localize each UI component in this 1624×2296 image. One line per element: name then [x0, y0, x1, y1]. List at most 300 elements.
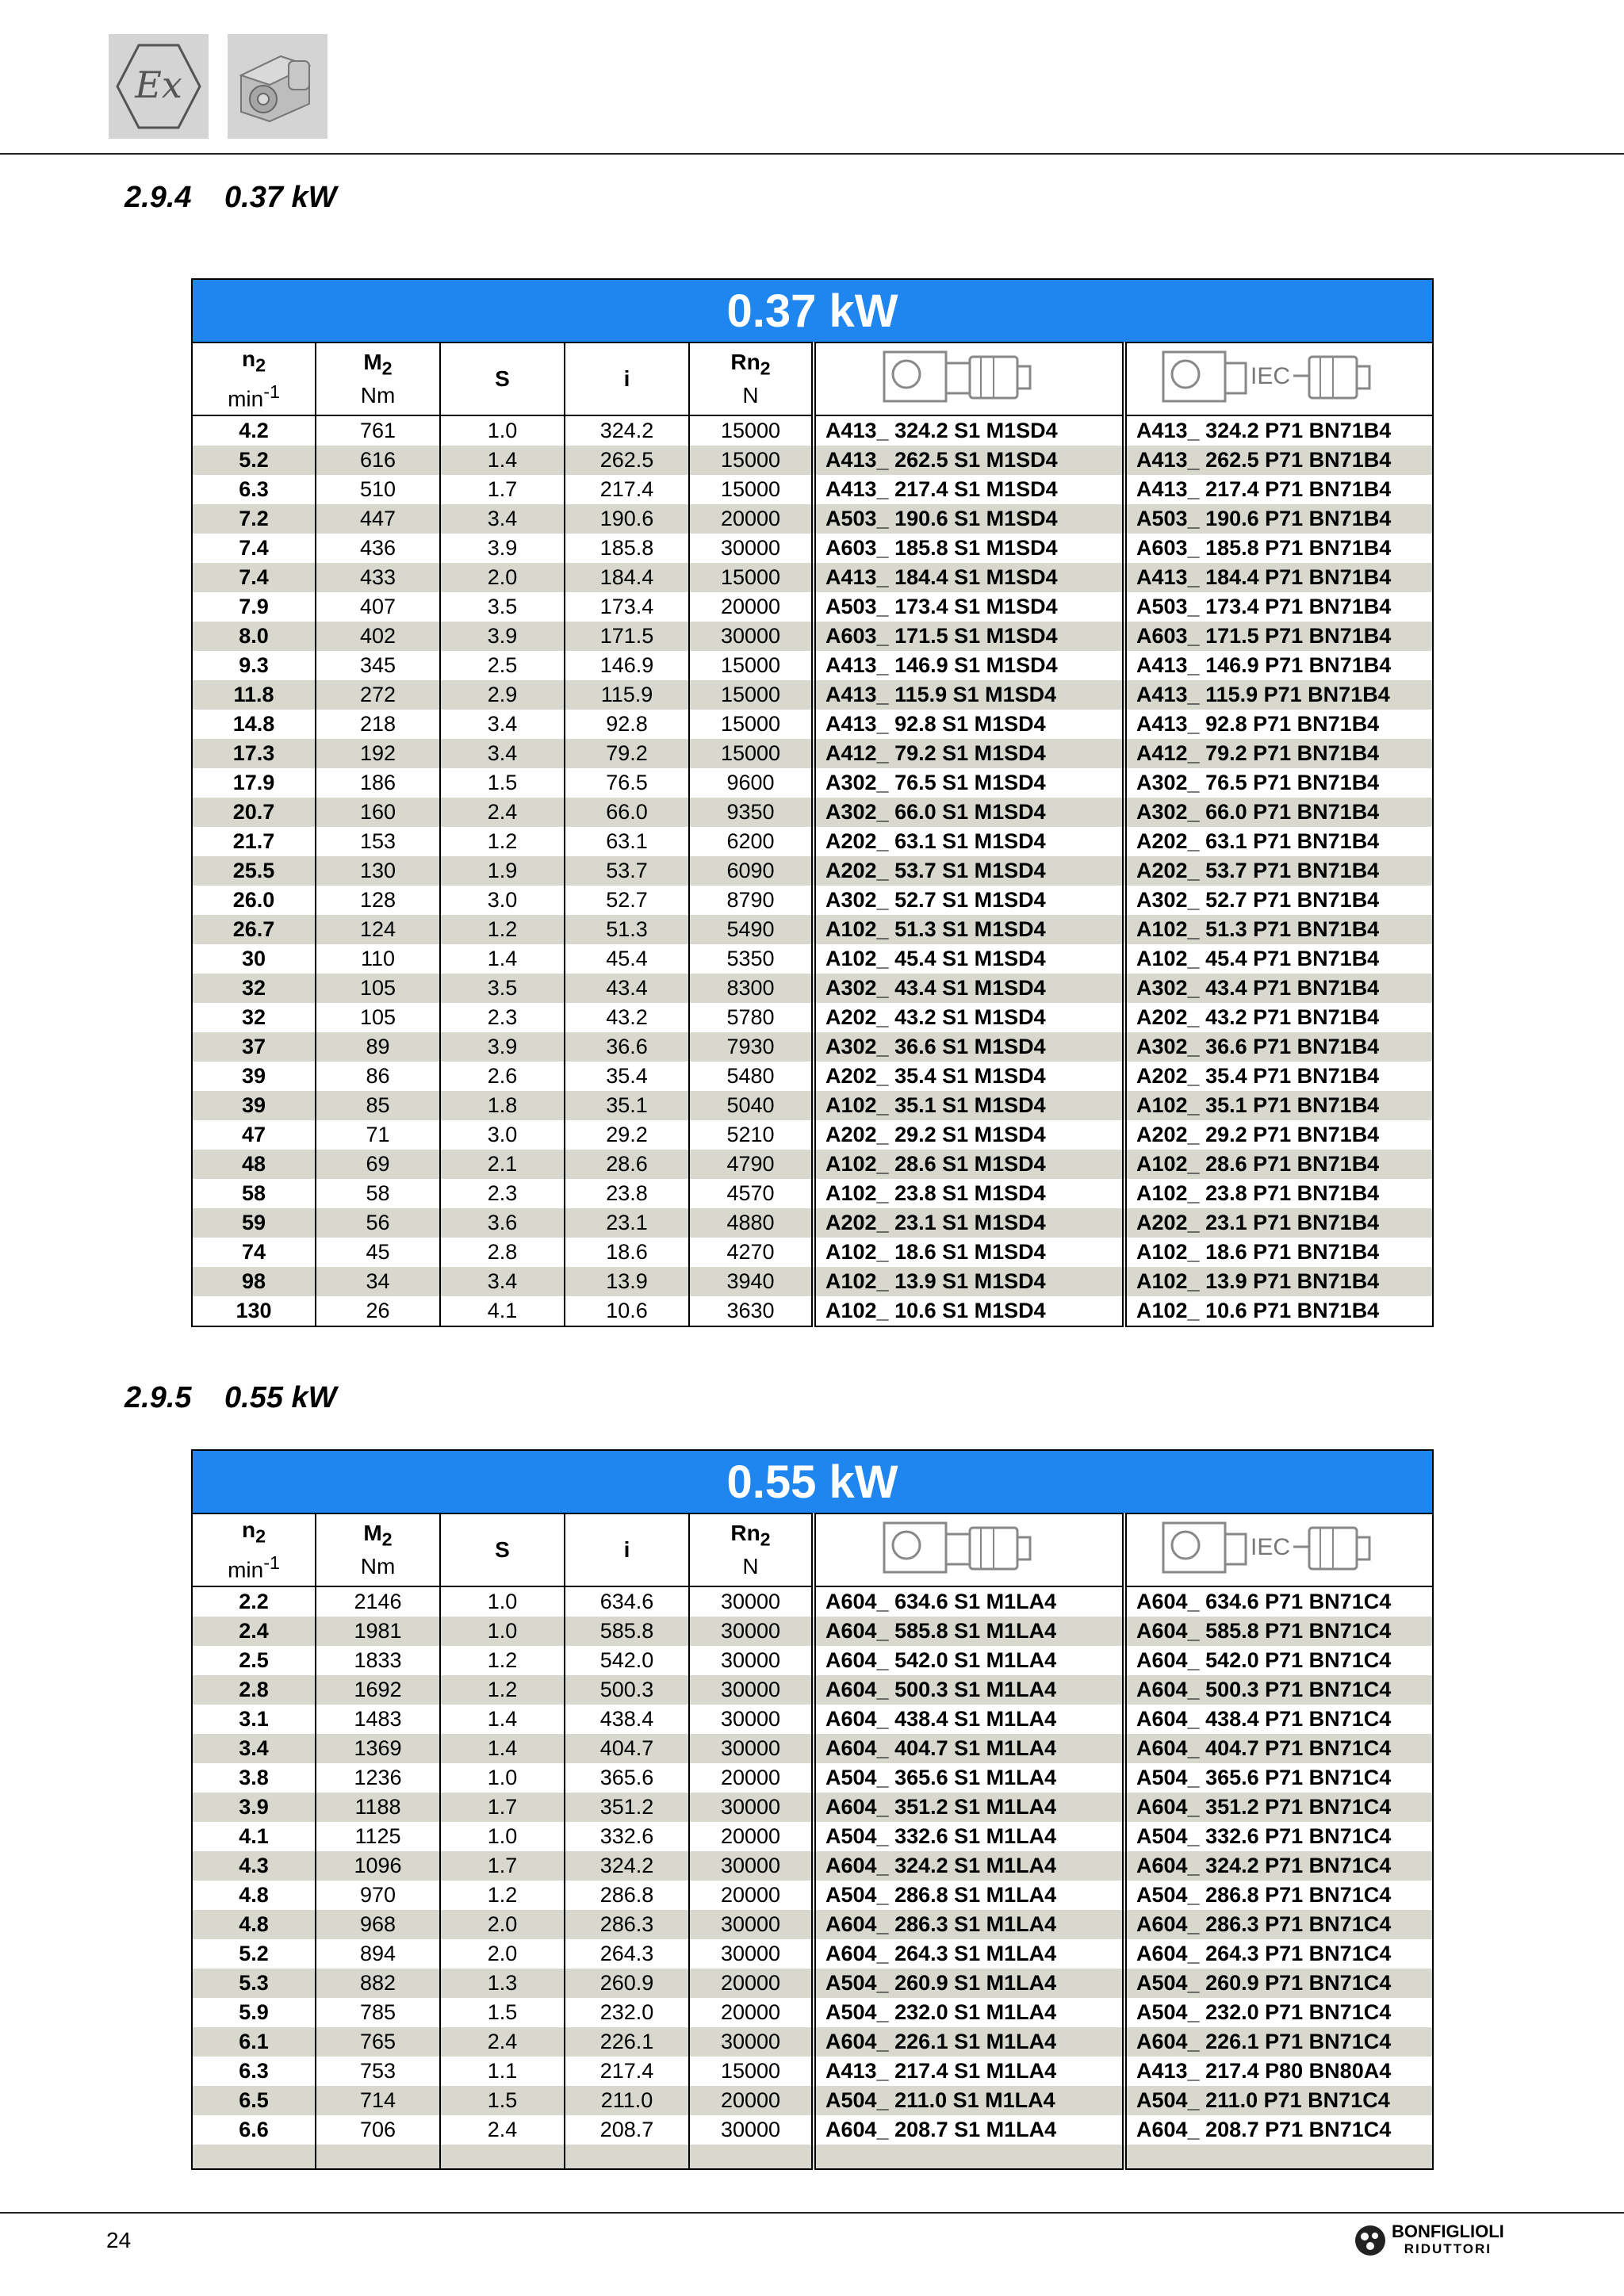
cell-s: 2.4 — [440, 2027, 565, 2057]
cell-n2: 5.2 — [192, 1939, 316, 1969]
cell-code-iec: A503_ 190.6 P71 BN71B4 — [1124, 504, 1433, 534]
cell-i: 10.6 — [565, 1296, 689, 1326]
cell-m2: 706 — [316, 2115, 440, 2145]
cell-rn2: 8300 — [689, 974, 814, 1003]
cell-code-integrated: A504_ 232.0 S1 M1LA4 — [814, 1998, 1124, 2027]
cell-code-iec: A413_ 262.5 P71 BN71B4 — [1124, 446, 1433, 475]
cell-m2: 56 — [316, 1208, 440, 1238]
cell-i: 404.7 — [565, 1734, 689, 1763]
col-header-n2: $n_2$ $\min^{-1}$ — [192, 342, 316, 415]
cell-i: 76.5 — [565, 768, 689, 798]
cell-s: 2.0 — [440, 1939, 565, 1969]
table-row — [192, 651, 1433, 680]
cell-code-iec: A604_ 226.1 P71 BN71C4 — [1124, 2027, 1433, 2057]
cell-code-integrated: A604_ 324.2 S1 M1LA4 — [814, 1851, 1124, 1881]
cell-code-iec: A604_ 351.2 P71 BN71C4 — [1124, 1793, 1433, 1822]
cell-i: 29.2 — [565, 1120, 689, 1150]
cell-m2: 58 — [316, 1179, 440, 1208]
cell-s: 1.7 — [440, 475, 565, 504]
cell-code-iec: A604_ 438.4 P71 BN71C4 — [1124, 1705, 1433, 1734]
cell-m2: 34 — [316, 1267, 440, 1296]
cell-m2: 894 — [316, 1939, 440, 1969]
cell-n2: 11.8 — [192, 680, 316, 710]
cell-i: 13.9 — [565, 1267, 689, 1296]
cell-code-iec: A504_ 365.6 P71 BN71C4 — [1124, 1763, 1433, 1793]
cell-i: 92.8 — [565, 710, 689, 739]
cell-s: 1.0 — [440, 1617, 565, 1646]
section-heading — [124, 181, 337, 215]
table-row — [192, 622, 1433, 651]
cell-s: 1.7 — [440, 1851, 565, 1881]
cell-n2: 4.2 — [192, 415, 316, 446]
table-row — [192, 504, 1433, 534]
cell-rn2: 30000 — [689, 2027, 814, 2057]
cell-i: 45.4 — [565, 944, 689, 974]
cell-m2: 1096 — [316, 1851, 440, 1881]
cell-i: 286.8 — [565, 1881, 689, 1910]
table-row — [192, 563, 1433, 592]
cell-n2: 21.7 — [192, 827, 316, 856]
cell-m2: 1692 — [316, 1675, 440, 1705]
cell-i: 208.7 — [565, 2115, 689, 2145]
cell-n2: 32 — [192, 1003, 316, 1032]
cell-n2: 58 — [192, 1179, 316, 1208]
cell-code-integrated: A504_ 332.6 S1 M1LA4 — [814, 1822, 1124, 1851]
section-title-text: 0.55 kW — [224, 1381, 337, 1414]
cell-rn2: 30000 — [689, 1586, 814, 1617]
table-row — [192, 1179, 1433, 1208]
table-title: 0.55 kW — [192, 1450, 1433, 1513]
cell-i: 146.9 — [565, 651, 689, 680]
cell-n2: 6.3 — [192, 2057, 316, 2086]
table-row — [192, 1586, 1433, 1617]
cell-m2: 765 — [316, 2027, 440, 2057]
cell-m2: 436 — [316, 534, 440, 563]
cell-i: 53.7 — [565, 856, 689, 886]
cell-code-integrated: A504_ 286.8 S1 M1LA4 — [814, 1881, 1124, 1910]
cell-rn2: 15000 — [689, 651, 814, 680]
iec-gearmotor-icon — [1157, 1515, 1403, 1578]
gearmotor-icon — [878, 1515, 1060, 1578]
table-row — [192, 798, 1433, 827]
cell-code-iec: A504_ 260.9 P71 BN71C4 — [1124, 1969, 1433, 1998]
cell-i: 262.5 — [565, 446, 689, 475]
cell-code-integrated: A604_ 404.7 S1 M1LA4 — [814, 1734, 1124, 1763]
cell-code-integrated: A202_ 63.1 S1 M1SD4 — [814, 827, 1124, 856]
cell-rn2: 7930 — [689, 1032, 814, 1062]
cell-i: 324.2 — [565, 415, 689, 446]
cell-n2: 6.6 — [192, 2115, 316, 2145]
cell-code-integrated: A202_ 35.4 S1 M1SD4 — [814, 1062, 1124, 1091]
table-row — [192, 1939, 1433, 1969]
cell-rn2: 20000 — [689, 1998, 814, 2027]
cell-rn2: 8790 — [689, 886, 814, 915]
cell-m2: 86 — [316, 1062, 440, 1091]
cell-rn2: 30000 — [689, 1910, 814, 1939]
cell-s: 1.2 — [440, 915, 565, 944]
cell-n2: 9.3 — [192, 651, 316, 680]
cell-code-iec: A102_ 45.4 P71 BN71B4 — [1124, 944, 1433, 974]
cell-s: 3.5 — [440, 974, 565, 1003]
cell-code-integrated: A604_ 286.3 S1 M1LA4 — [814, 1910, 1124, 1939]
cell-n2: 2.8 — [192, 1675, 316, 1705]
cell-n2: 4.8 — [192, 1910, 316, 1939]
table-row — [192, 856, 1433, 886]
cell-i: 365.6 — [565, 1763, 689, 1793]
cell-s: 1.4 — [440, 1734, 565, 1763]
cell-code-iec: A102_ 18.6 P71 BN71B4 — [1124, 1238, 1433, 1267]
cell-code-integrated: A413_ 92.8 S1 M1SD4 — [814, 710, 1124, 739]
cell-code-integrated: A302_ 36.6 S1 M1SD4 — [814, 1032, 1124, 1062]
cell-code-integrated: A604_ 264.3 S1 M1LA4 — [814, 1939, 1124, 1969]
cell-n2: 39 — [192, 1091, 316, 1120]
cell-n2: 14.8 — [192, 710, 316, 739]
cell-n2: 6.3 — [192, 475, 316, 504]
cell-rn2: 20000 — [689, 2086, 814, 2115]
cell-s: 1.3 — [440, 1969, 565, 1998]
cell-s: 3.9 — [440, 622, 565, 651]
table-row — [192, 1120, 1433, 1150]
cell-n2: 48 — [192, 1150, 316, 1179]
table-header-row — [192, 1513, 1433, 1586]
cell-n2: 2.5 — [192, 1646, 316, 1675]
cell-code-integrated: A604_ 500.3 S1 M1LA4 — [814, 1675, 1124, 1705]
cell-s: 3.0 — [440, 1120, 565, 1150]
cell-n2: 32 — [192, 974, 316, 1003]
cell-code-integrated: A604_ 351.2 S1 M1LA4 — [814, 1793, 1124, 1822]
cell-rn2: 30000 — [689, 622, 814, 651]
cell-m2: 45 — [316, 1238, 440, 1267]
cell-rn2: 15000 — [689, 2057, 814, 2086]
cell-m2: 714 — [316, 2086, 440, 2115]
cell-rn2: 30000 — [689, 1675, 814, 1705]
col-header-iec-motor — [1124, 1513, 1433, 1586]
cell-s: 1.9 — [440, 856, 565, 886]
cell-i: 324.2 — [565, 1851, 689, 1881]
cell-m2: 433 — [316, 563, 440, 592]
cell-i: 52.7 — [565, 886, 689, 915]
cell-code-integrated: A102_ 45.4 S1 M1SD4 — [814, 944, 1124, 974]
cell-code-integrated: A102_ 23.8 S1 M1SD4 — [814, 1179, 1124, 1208]
cell-code-integrated: A302_ 66.0 S1 M1SD4 — [814, 798, 1124, 827]
cell-s: 2.8 — [440, 1238, 565, 1267]
cell-rn2: 20000 — [689, 592, 814, 622]
cell-s: 1.2 — [440, 1675, 565, 1705]
cell-m2: 71 — [316, 1120, 440, 1150]
cell-rn2: 5490 — [689, 915, 814, 944]
cell-s: 2.3 — [440, 1179, 565, 1208]
cell-n2: 2.4 — [192, 1617, 316, 1646]
cell-code-iec: A302_ 66.0 P71 BN71B4 — [1124, 798, 1433, 827]
table-row — [192, 827, 1433, 856]
cell-code-iec: A604_ 208.7 P71 BN71C4 — [1124, 2115, 1433, 2145]
cell-code-iec: A202_ 43.2 P71 BN71B4 — [1124, 1003, 1433, 1032]
cell-m2: 345 — [316, 651, 440, 680]
cell-m2: 186 — [316, 768, 440, 798]
cell-code-integrated: A604_ 438.4 S1 M1LA4 — [814, 1705, 1124, 1734]
cell-n2: 8.0 — [192, 622, 316, 651]
cell-code-iec: A302_ 76.5 P71 BN71B4 — [1124, 768, 1433, 798]
cell-m2: 616 — [316, 446, 440, 475]
cell-rn2: 15000 — [689, 475, 814, 504]
cell-code-iec: A412_ 79.2 P71 BN71B4 — [1124, 739, 1433, 768]
cell-s: 2.9 — [440, 680, 565, 710]
cell-m2: 1981 — [316, 1617, 440, 1646]
cell-i: 332.6 — [565, 1822, 689, 1851]
cell-rn2: 3630 — [689, 1296, 814, 1326]
cell-code-iec: A603_ 185.8 P71 BN71B4 — [1124, 534, 1433, 563]
cell-rn2: 30000 — [689, 1705, 814, 1734]
cell-rn2: 15000 — [689, 415, 814, 446]
col-header-m2: $M_2$ Nm — [316, 1513, 440, 1586]
cell-rn2: 15000 — [689, 446, 814, 475]
table-row — [192, 1296, 1433, 1326]
col-header-rn2: $Rn_2$ N — [689, 1513, 814, 1586]
cell-code-iec: A202_ 35.4 P71 BN71B4 — [1124, 1062, 1433, 1091]
cell-rn2: 5780 — [689, 1003, 814, 1032]
brand-subname: RIDUTTORI — [1404, 2241, 1492, 2256]
cell-s: 2.0 — [440, 563, 565, 592]
cell-rn2: 30000 — [689, 1939, 814, 1969]
cell-i: 173.4 — [565, 592, 689, 622]
cell-code-iec: A413_ 217.4 P80 BN80A4 — [1124, 2057, 1433, 2086]
cell-i: 351.2 — [565, 1793, 689, 1822]
cell-s: 1.0 — [440, 1763, 565, 1793]
cell-s: 1.2 — [440, 827, 565, 856]
table-row — [192, 2086, 1433, 2115]
cell-rn2: 20000 — [689, 1881, 814, 1910]
cell-n2: 7.4 — [192, 534, 316, 563]
cell-n2: 3.4 — [192, 1734, 316, 1763]
cell-code-integrated: A412_ 79.2 S1 M1SD4 — [814, 739, 1124, 768]
cell-s: 3.9 — [440, 534, 565, 563]
cell-rn2: 15000 — [689, 680, 814, 710]
cell-s: 1.4 — [440, 446, 565, 475]
cell-rn2: 20000 — [689, 1969, 814, 1998]
cell-code-integrated: A202_ 23.1 S1 M1SD4 — [814, 1208, 1124, 1238]
cell-n2: 7.4 — [192, 563, 316, 592]
cell-n2: 3.8 — [192, 1763, 316, 1793]
cell-i: 438.4 — [565, 1705, 689, 1734]
cell-code-integrated: A603_ 185.8 S1 M1SD4 — [814, 534, 1124, 563]
cell-n2: 4.3 — [192, 1851, 316, 1881]
page-number: 24 — [106, 2228, 132, 2252]
cell-s: 3.4 — [440, 1267, 565, 1296]
cell-i: 585.8 — [565, 1617, 689, 1646]
cell-code-iec: A202_ 29.2 P71 BN71B4 — [1124, 1120, 1433, 1150]
table-row — [192, 1969, 1433, 1998]
table-row — [192, 1881, 1433, 1910]
cell-code-integrated: A413_ 115.9 S1 M1SD4 — [814, 680, 1124, 710]
cell-code-integrated: A604_ 226.1 S1 M1LA4 — [814, 2027, 1124, 2057]
cell-code-integrated: A202_ 43.2 S1 M1SD4 — [814, 1003, 1124, 1032]
cell-n2: 130 — [192, 1296, 316, 1326]
cell-s: 2.3 — [440, 1003, 565, 1032]
col-header-n2: $n_2$ $\min^{-1}$ — [192, 1513, 316, 1586]
cell-code-iec: A413_ 115.9 P71 BN71B4 — [1124, 680, 1433, 710]
table-row — [192, 475, 1433, 504]
cell-n2: 59 — [192, 1208, 316, 1238]
cell-i: 43.4 — [565, 974, 689, 1003]
cell-m2: 785 — [316, 1998, 440, 2027]
table-row — [192, 1003, 1433, 1032]
cell-m2: 89 — [316, 1032, 440, 1062]
table-row — [192, 1734, 1433, 1763]
atex-ex-icon — [109, 34, 209, 139]
section-title-text: 0.37 kW — [224, 181, 337, 214]
cell-code-iec: A504_ 232.0 P71 BN71C4 — [1124, 1998, 1433, 2027]
cell-code-integrated: A504_ 260.9 S1 M1LA4 — [814, 1969, 1124, 1998]
col-header-s: S — [440, 342, 565, 415]
cell-m2: 130 — [316, 856, 440, 886]
cell-i: 286.3 — [565, 1910, 689, 1939]
cell-m2: 882 — [316, 1969, 440, 1998]
col-header-i: i — [565, 342, 689, 415]
cell-rn2: 4570 — [689, 1179, 814, 1208]
cell-rn2: 30000 — [689, 1734, 814, 1763]
col-header-iec-motor — [1124, 342, 1433, 415]
table-row — [192, 2027, 1433, 2057]
table-row — [192, 768, 1433, 798]
cell-i: 23.1 — [565, 1208, 689, 1238]
col-header-i: i — [565, 1513, 689, 1586]
cell-i: 542.0 — [565, 1646, 689, 1675]
cell-s: 2.6 — [440, 1062, 565, 1091]
cell-code-integrated: A504_ 211.0 S1 M1LA4 — [814, 2086, 1124, 2115]
cell-i: 43.2 — [565, 1003, 689, 1032]
cell-code-iec: A413_ 324.2 P71 BN71B4 — [1124, 415, 1433, 446]
cell-rn2: 5040 — [689, 1091, 814, 1120]
cell-code-iec: A604_ 286.3 P71 BN71C4 — [1124, 1910, 1433, 1939]
cell-s: 3.5 — [440, 592, 565, 622]
cell-s: 1.4 — [440, 944, 565, 974]
cell-s: 2.5 — [440, 651, 565, 680]
cell-code-integrated: A413_ 262.5 S1 M1SD4 — [814, 446, 1124, 475]
cell-m2: 753 — [316, 2057, 440, 2086]
cell-n2: 3.1 — [192, 1705, 316, 1734]
cell-m2: 968 — [316, 1910, 440, 1939]
gearbox-icon — [228, 34, 327, 139]
table-row — [192, 1267, 1433, 1296]
performance-table — [191, 278, 1434, 1327]
cell-code-integrated: A102_ 10.6 S1 M1SD4 — [814, 1296, 1124, 1326]
cell-code-integrated: A503_ 190.6 S1 M1SD4 — [814, 504, 1124, 534]
cell-rn2: 6090 — [689, 856, 814, 886]
cell-rn2: 20000 — [689, 504, 814, 534]
cell-rn2: 30000 — [689, 2115, 814, 2145]
cell-code-iec: A603_ 171.5 P71 BN71B4 — [1124, 622, 1433, 651]
cell-s: 3.4 — [440, 739, 565, 768]
cell-i: 217.4 — [565, 2057, 689, 2086]
svg-text:Ex: Ex — [135, 63, 182, 106]
cell-s: 1.1 — [440, 2057, 565, 2086]
cell-n2: 3.9 — [192, 1793, 316, 1822]
cell-rn2: 20000 — [689, 1822, 814, 1851]
table-row — [192, 1998, 1433, 2027]
cell-code-iec: A102_ 23.8 P71 BN71B4 — [1124, 1179, 1433, 1208]
cell-code-iec: A302_ 43.4 P71 BN71B4 — [1124, 974, 1433, 1003]
col-header-motor-integrated — [814, 342, 1124, 415]
cell-code-iec: A413_ 184.4 P71 BN71B4 — [1124, 563, 1433, 592]
cell-n2: 5.9 — [192, 1998, 316, 2027]
cell-rn2: 30000 — [689, 1793, 814, 1822]
cell-code-iec: A202_ 63.1 P71 BN71B4 — [1124, 827, 1433, 856]
cell-n2: 6.1 — [192, 2027, 316, 2057]
iec-gearmotor-icon — [1157, 344, 1403, 408]
cell-s: 1.5 — [440, 768, 565, 798]
table-row — [192, 2115, 1433, 2145]
cell-code-iec: A504_ 211.0 P71 BN71C4 — [1124, 2086, 1433, 2115]
cell-n2: 39 — [192, 1062, 316, 1091]
cell-m2: 1188 — [316, 1793, 440, 1822]
section-heading — [124, 1381, 337, 1415]
cell-i: 35.1 — [565, 1091, 689, 1120]
cell-n2: 4.8 — [192, 1881, 316, 1910]
cell-m2: 153 — [316, 827, 440, 856]
cell-n2: 5.2 — [192, 446, 316, 475]
cell-code-integrated: A604_ 542.0 S1 M1LA4 — [814, 1646, 1124, 1675]
cell-m2: 85 — [316, 1091, 440, 1120]
cell-i: 260.9 — [565, 1969, 689, 1998]
cell-s: 3.6 — [440, 1208, 565, 1238]
cell-m2: 761 — [316, 415, 440, 446]
table-body — [192, 415, 1433, 1326]
cell-code-integrated: A604_ 634.6 S1 M1LA4 — [814, 1586, 1124, 1617]
cell-m2: 192 — [316, 739, 440, 768]
cell-rn2: 9600 — [689, 768, 814, 798]
cell-code-integrated: A102_ 18.6 S1 M1SD4 — [814, 1238, 1124, 1267]
cell-code-integrated: A604_ 208.7 S1 M1LA4 — [814, 2115, 1124, 2145]
gearmotor-icon — [878, 344, 1060, 408]
section-number: 2.9.5 — [124, 1381, 192, 1414]
cell-m2: 69 — [316, 1150, 440, 1179]
cell-rn2: 5210 — [689, 1120, 814, 1150]
table-row — [192, 886, 1433, 915]
cell-m2: 447 — [316, 504, 440, 534]
cell-code-iec: A604_ 324.2 P71 BN71C4 — [1124, 1851, 1433, 1881]
table-row — [192, 1822, 1433, 1851]
header-icons — [109, 34, 327, 139]
cell-rn2: 15000 — [689, 710, 814, 739]
header-divider — [0, 153, 1624, 155]
table-row — [192, 1032, 1433, 1062]
cell-i: 23.8 — [565, 1179, 689, 1208]
cell-s: 1.0 — [440, 1586, 565, 1617]
cell-s: 2.4 — [440, 2115, 565, 2145]
cell-s: 1.0 — [440, 415, 565, 446]
cell-i: 217.4 — [565, 475, 689, 504]
table-row — [192, 1208, 1433, 1238]
cell-s: 1.2 — [440, 1881, 565, 1910]
table-row — [192, 974, 1433, 1003]
cell-m2: 160 — [316, 798, 440, 827]
cell-i: 36.6 — [565, 1032, 689, 1062]
cell-code-integrated: A413_ 324.2 S1 M1SD4 — [814, 415, 1124, 446]
gear-logo-icon — [1354, 2224, 1387, 2257]
cell-i: 232.0 — [565, 1998, 689, 2027]
cell-n2: 17.9 — [192, 768, 316, 798]
cell-n2: 17.3 — [192, 739, 316, 768]
table-row — [192, 2057, 1433, 2086]
table-row — [192, 1062, 1433, 1091]
cell-i: 634.6 — [565, 1586, 689, 1617]
cell-n2: 25.5 — [192, 856, 316, 886]
cell-s: 1.2 — [440, 1646, 565, 1675]
cell-m2: 124 — [316, 915, 440, 944]
cell-rn2: 30000 — [689, 1851, 814, 1881]
cell-m2: 272 — [316, 680, 440, 710]
cell-n2: 2.2 — [192, 1586, 316, 1617]
